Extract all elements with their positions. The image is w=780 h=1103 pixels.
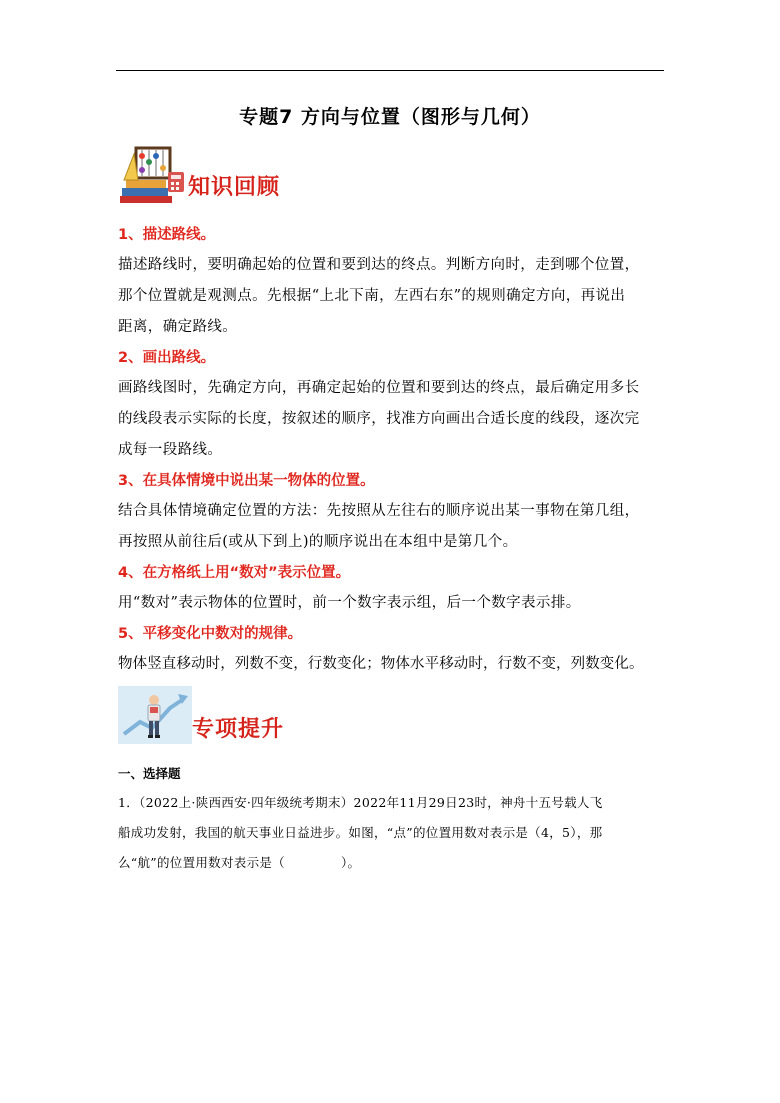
- question-type-heading: 一、选择题: [118, 766, 181, 781]
- question-line: 船成功发射，我国的航天事业日益进步。如图，“点”的位置用数对表示是（4，5），那: [118, 825, 603, 840]
- review-item: [118, 343, 666, 466]
- review-item: [118, 466, 666, 558]
- item-text-line: 距离，确定路线。: [118, 319, 238, 335]
- item-text-line: 那个位置就是观测点。先根据“上北下南，左西右东”的规则确定方向，再说出: [118, 288, 626, 304]
- question-line: 么“航”的位置用数对表示是（: [118, 855, 285, 870]
- review-content: [118, 220, 666, 680]
- item-text-line: 再按照从前往后(或从下到上)的顺序说出在本组中是第几个。: [118, 534, 518, 550]
- item-text-line: 用“数对”表示物体的位置时，前一个数字表示组，后一个数字表示排。: [118, 595, 581, 611]
- person-growth-chart-icon: [118, 686, 192, 748]
- item-heading: 3、在具体情境中说出某一物体的位置。: [118, 473, 375, 489]
- item-heading: 1、描述路线。: [118, 227, 216, 243]
- question-tail: ）。: [340, 855, 361, 870]
- question-line-last: [118, 848, 666, 878]
- review-item: [118, 220, 666, 343]
- review-section-header: [116, 144, 416, 208]
- page-title: 专题7 方向与位置（图形与几何）: [239, 106, 541, 128]
- header-rule: [116, 70, 664, 71]
- item-text-line: 结合具体情境确定位置的方法：先按照从左往右的顺序说出某一事物在第几组，: [118, 503, 640, 519]
- practice-section-title: 专项提升: [192, 716, 285, 742]
- question-1: [118, 788, 666, 878]
- practice-section-header: [116, 686, 416, 750]
- item-text-line: 物体竖直移动时，列数不变，行数变化；物体水平移动时，行数不变，列数变化。: [118, 656, 644, 672]
- books-abacus-icon: [118, 144, 188, 210]
- item-text-line: 的线段表示实际的长度，按叙述的顺序，找准方向画出合适长度的线段，逐次完: [118, 411, 640, 427]
- item-text-line: 描述路线时，要明确起始的位置和要到达的终点。判断方向时，走到哪个位置，: [118, 257, 640, 273]
- item-text-line: 画路线图时，先确定方向，再确定起始的位置和要到达的终点，最后确定用多长: [118, 380, 640, 396]
- item-heading: 2、画出路线。: [118, 350, 216, 366]
- question-line: 1．（2022上·陕西西安·四年级统考期末）2022年11月29日23时，神舟十五号载人飞: [118, 795, 603, 810]
- item-text-line: 成每一段路线。: [118, 442, 223, 458]
- review-item: [118, 619, 666, 680]
- item-heading: 4、在方格纸上用“数对”表示位置。: [118, 565, 351, 581]
- item-heading: 5、平移变化中数对的规律。: [118, 626, 303, 642]
- review-item: [118, 558, 666, 619]
- review-section-title: 知识回顾: [188, 174, 281, 200]
